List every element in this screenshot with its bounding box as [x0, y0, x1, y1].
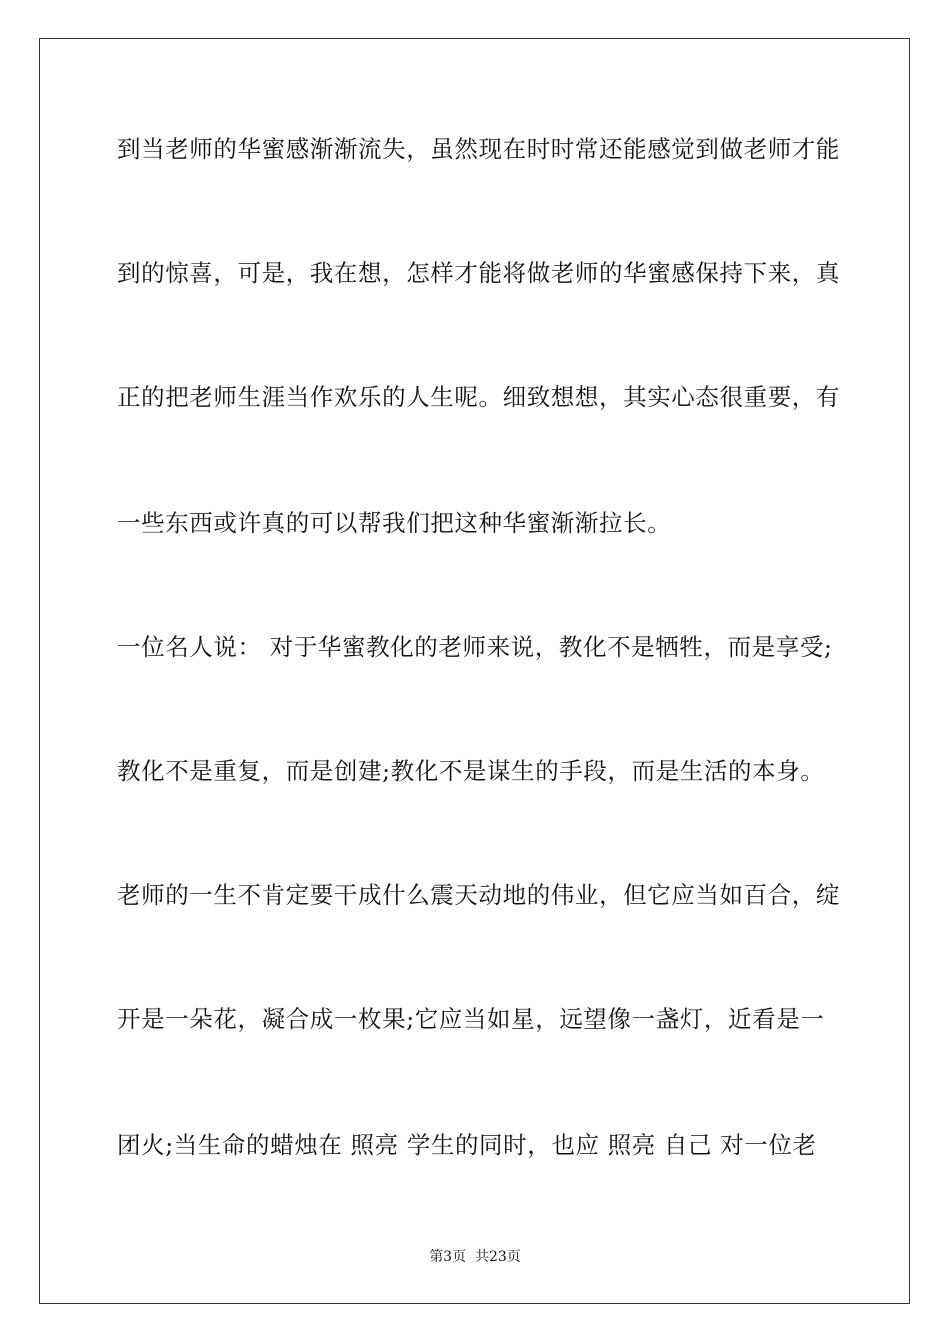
paragraph-line-8: 开是一朵花，凝合成一枚果;它应当如星，远望像一盏灯，近看是一 — [117, 1005, 825, 1033]
paragraph-line-1: 到当老师的华蜜感渐渐流失，虽然现在时时常还能感觉到做老师才能 — [117, 135, 840, 163]
paragraph-line-4: 一些东西或许真的可以帮我们把这种华蜜渐渐拉长。 — [117, 509, 672, 537]
page-border — [39, 38, 910, 1304]
paragraph-line-3: 正的把老师生涯当作欢乐的人生呢。细致想想，其实心态很重要，有 — [117, 383, 840, 411]
paragraph-line-6: 教化不是重复，而是创建;教化不是谋生的手段，而是生活的本身。 — [117, 757, 825, 785]
paragraph-line-7: 老师的一生不肯定要干成什么震天动地的伟业，但它应当如百合，绽 — [117, 881, 840, 909]
paragraph-line-5: 一位名人说： 对于华蜜教化的老师来说，教化不是牺牲，而是享受; — [117, 633, 833, 661]
paragraph-line-2: 到的惊喜，可是，我在想，怎样才能将做老师的华蜜感保持下来，真 — [117, 259, 840, 287]
paragraph-line-9: 团火;当生命的蜡烛在 照亮 学生的同时，也应 照亮 自己 对一位老 — [117, 1131, 817, 1159]
page-number-label: 第3页 共23页 — [429, 1249, 521, 1265]
page-footer — [0, 1248, 950, 1266]
